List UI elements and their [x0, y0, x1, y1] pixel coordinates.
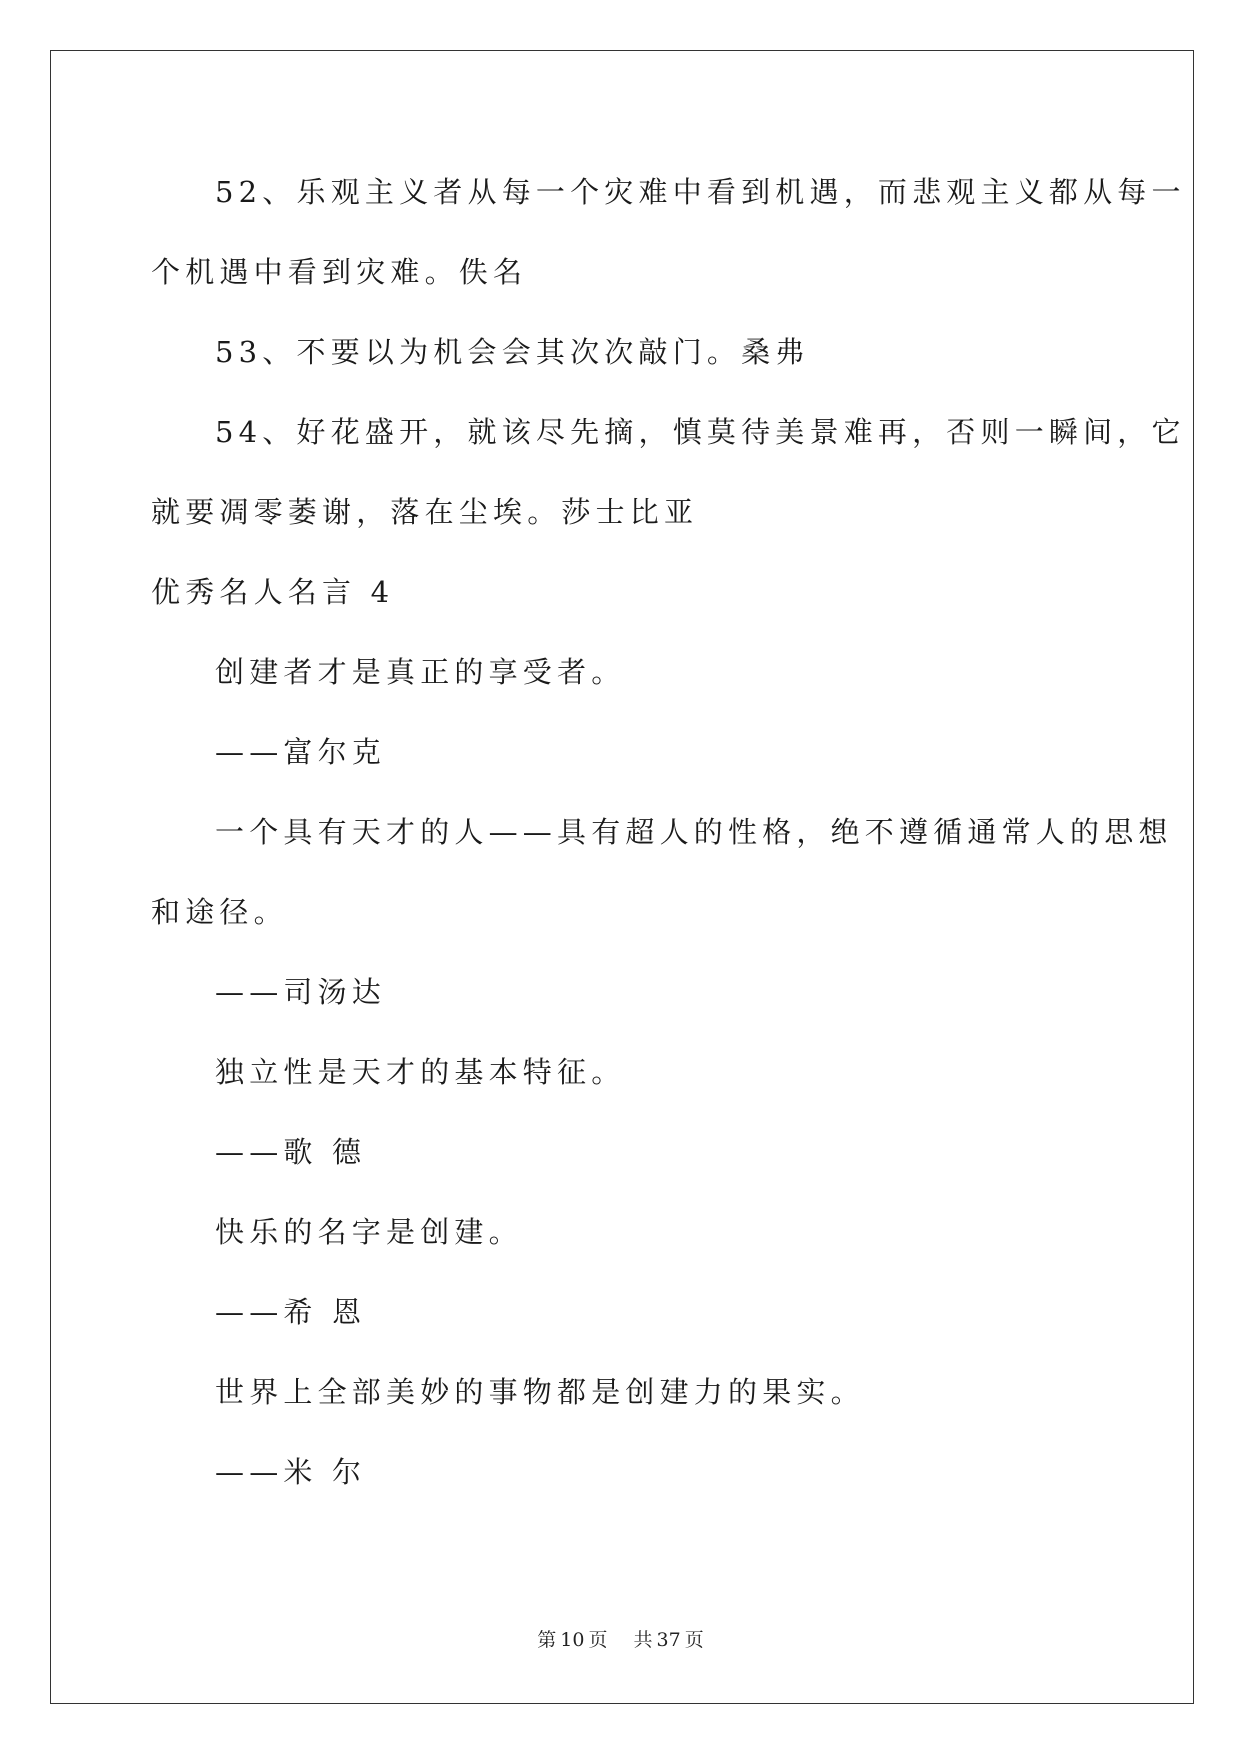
quote-52-line-1: 52、乐观主义者从每一个灾难中看到机遇，而悲观主义都从每一: [215, 175, 1186, 209]
page-footer: [0, 1628, 1241, 1652]
quote-52-line-2: 个机遇中看到灾难。佚名: [151, 255, 528, 289]
quote-text-continued: 和途径。: [151, 895, 288, 929]
quote-54-line-2: 就要凋零萎谢，落在尘埃。莎士比亚: [151, 495, 699, 529]
quote-53: 53、不要以为机会会其次次敲门。桑弗: [215, 335, 810, 369]
quote-author: ——希 恩: [215, 1295, 367, 1329]
section-heading: 优秀名人名言 4: [151, 575, 395, 609]
page-label-prefix: 第: [537, 1629, 557, 1651]
quote-54-line-1: 54、好花盛开，就该尽先摘，慎莫待美景难再，否则一瞬间，它: [215, 415, 1186, 449]
page-label-suffix: 页: [588, 1629, 608, 1651]
quote-text: 一个具有天才的人——具有超人的性格，绝不遵循通常人的思想: [215, 815, 1173, 849]
quote-author: ——米 尔: [215, 1455, 367, 1489]
quote-text: 快乐的名字是创建。: [215, 1215, 523, 1249]
quote-author: ——司汤达: [215, 975, 387, 1009]
current-page-number: 10: [560, 1629, 585, 1651]
quote-author: ——歌 德: [215, 1135, 367, 1169]
quote-text: 世界上全部美妙的事物都是创建力的果实。: [215, 1375, 865, 1409]
quote-author: ——富尔克: [215, 735, 387, 769]
quote-text: 创建者才是真正的享受者。: [215, 655, 626, 689]
total-label-suffix: 页: [684, 1629, 704, 1651]
total-pages-number: 37: [656, 1629, 681, 1651]
quote-text: 独立性是天才的基本特征。: [215, 1055, 626, 1089]
total-label-prefix: 共: [633, 1629, 653, 1651]
